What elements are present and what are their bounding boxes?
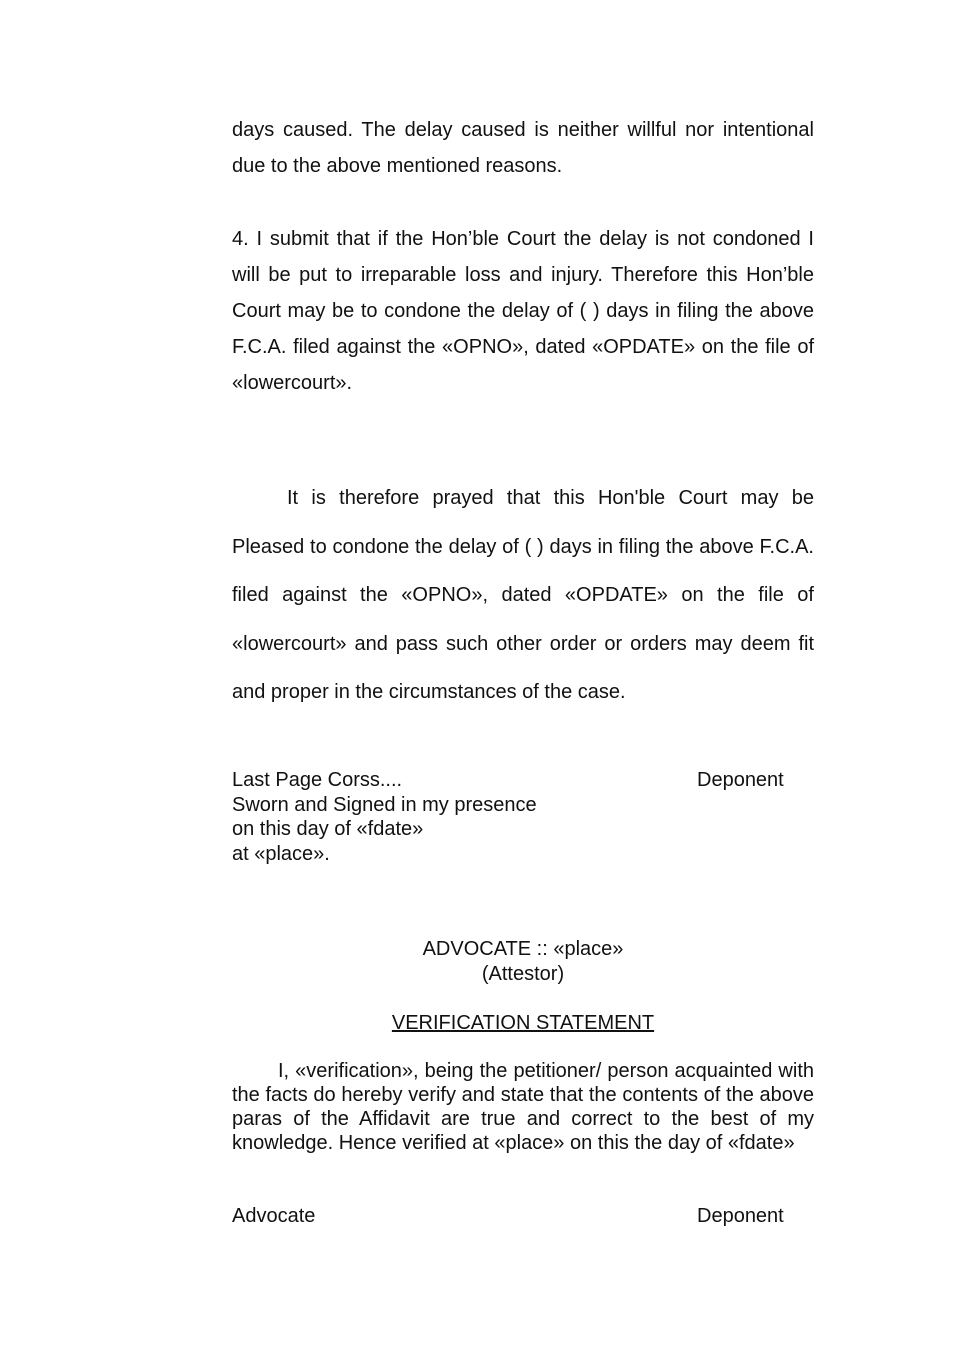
sworn-signed-line: Sworn and Signed in my presence [232, 793, 537, 816]
last-page-cross: Last Page Corss.... [232, 769, 403, 791]
verification-body [232, 1059, 814, 1155]
sworn-date-line: on this day of «fdate» [232, 818, 424, 840]
advocate-place-line: ADVOCATE :: «place» [422, 938, 624, 960]
prayer-text: It is therefore prayed that this Hon'ble Court may be Pleased to condone the delay of ( ) days in filing the above F.C.A. filed against the «OPNO», dated «OPDATE» on the file of «lowercourt» and pass such other order or orders may deem fit and proper in the circumstances of the case. [232, 487, 814, 703]
attestor-label: (Attestor) [481, 962, 565, 985]
paragraph-submission: 4. I submit that if the Hon’ble Court the delay is not condoned I will be put to irreparable loss and injury. Therefore this Hon’ble Court may be to condone the delay of ( ) days in filing the above F.C.A. filed against the «OPNO», dated «OPDATE» on the file of «lowercourt». [232, 228, 814, 394]
paragraph-delay-reasons: days caused. The delay caused is neither willful nor intentional due to the above mentioned reasons. [232, 119, 814, 177]
deponent-label: Deponent [697, 769, 784, 791]
sworn-place-line: at «place». [232, 842, 330, 865]
verification-body-text: I, «verification», being the petitioner/ person acquainted with the facts do hereby verify and state that the contents of the above paras of the Affidavit are true and correct to the best of my knowledge. Hence verified at «place» on this the day of «fdate» [232, 1060, 814, 1154]
verification-title [232, 1011, 814, 1036]
deponent-signature-label: Deponent [697, 1205, 784, 1227]
attestor-block [232, 937, 814, 986]
advocate-signature-label: Advocate [232, 1205, 316, 1227]
verification-title-text: VERIFICATION STATEMENT [391, 1012, 655, 1034]
paragraph-prayer [232, 474, 814, 717]
